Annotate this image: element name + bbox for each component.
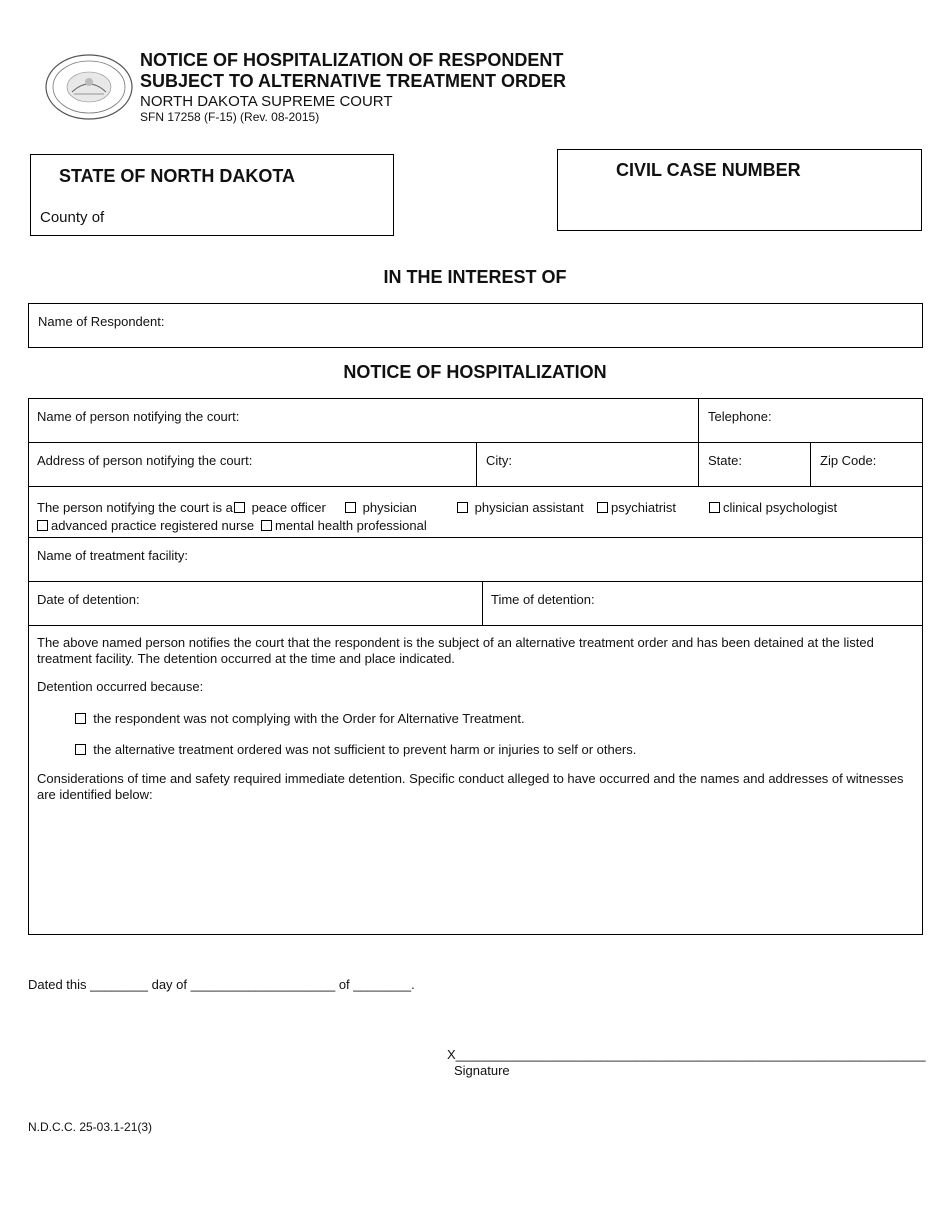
respondent-label: Name of Respondent: [38, 314, 165, 329]
role-mental-health-professional-checkbox[interactable]: mental health professional [261, 518, 427, 533]
state-title: STATE OF NORTH DAKOTA [59, 166, 295, 186]
reason-insufficient-checkbox[interactable]: the alternative treatment ordered was not sufficient to prevent harm or injuries to self or others. [75, 742, 636, 757]
checkbox-icon [709, 502, 720, 513]
checkbox-icon [457, 502, 468, 513]
checkbox-icon [345, 502, 356, 513]
state-field[interactable]: State: [708, 453, 742, 468]
notice-heading: NOTICE OF HOSPITALIZATION [343, 362, 607, 382]
dated-line[interactable]: Dated this ________ day of ____________________ of ________. [28, 977, 415, 992]
conduct-witnesses-area[interactable] [37, 809, 912, 924]
role-aprn-checkbox[interactable]: advanced practice registered nurse [37, 518, 254, 533]
checkbox-icon [75, 744, 86, 755]
respondent-name-field[interactable] [28, 303, 923, 348]
signature-label: Signature [454, 1063, 510, 1078]
considerations-text: Considerations of time and safety required immediate detention. Specific conduct alleged to have occurred and the names and addresses of witnesses are identified below: [37, 771, 904, 802]
role-psychiatrist-checkbox[interactable]: psychiatrist [597, 500, 676, 515]
detention-time-field[interactable]: Time of detention: [491, 592, 595, 607]
form-number: SFN 17258 (F-15) (Rev. 08-2015) [140, 110, 320, 124]
state-box [30, 154, 394, 236]
county-field[interactable]: County of [40, 209, 105, 226]
statute-reference: N.D.C.C. 25-03.1-21(3) [28, 1120, 153, 1134]
great-seal-icon [44, 54, 134, 120]
notifier-name-field[interactable]: Name of person notifying the court: [37, 409, 240, 424]
because-label: Detention occurred because: [37, 679, 204, 694]
court-name: NORTH DAKOTA SUPREME COURT [140, 93, 393, 110]
role-physician-assistant-checkbox[interactable]: physician assistant [457, 500, 584, 515]
interest-heading: IN THE INTEREST OF [383, 267, 567, 287]
signature-line[interactable]: X_________________________________________________________________ [447, 1047, 926, 1062]
civil-case-number-box[interactable] [557, 149, 922, 231]
case-number-title: CIVIL CASE NUMBER [616, 160, 801, 180]
notice-form-table [28, 398, 923, 935]
form-title: NOTICE OF HOSPITALIZATION OF RESPONDENT SUBJECT TO ALTERNATIVE TREATMENT ORDER [140, 50, 567, 91]
role-physician-checkbox[interactable]: physician [345, 500, 417, 515]
role-clinical-psychologist-checkbox[interactable]: clinical psychologist [709, 500, 837, 515]
checkbox-icon [261, 520, 272, 531]
checkbox-icon [597, 502, 608, 513]
detention-date-field[interactable]: Date of detention: [37, 592, 140, 607]
checkbox-icon [75, 713, 86, 724]
address-field[interactable]: Address of person notifying the court: [37, 453, 253, 468]
statement-text: The above named person notifies the court that the respondent is the subject of an alternative treatment order and has been detained at the listed treatment facility. The detention occurred at the time and place indicated. [37, 635, 874, 666]
role-peace-officer-checkbox[interactable]: peace officer [234, 500, 326, 515]
facility-field[interactable]: Name of treatment facility: [37, 548, 188, 563]
reason-noncompliance-checkbox[interactable]: the respondent was not complying with the Order for Alternative Treatment. [75, 711, 525, 726]
zip-field[interactable]: Zip Code: [820, 453, 877, 468]
city-field[interactable]: City: [486, 453, 512, 468]
checkbox-icon [37, 520, 48, 531]
person-is-label: The person notifying the court is a [37, 500, 233, 515]
checkbox-icon [234, 502, 245, 513]
telephone-field[interactable]: Telephone: [708, 409, 772, 424]
